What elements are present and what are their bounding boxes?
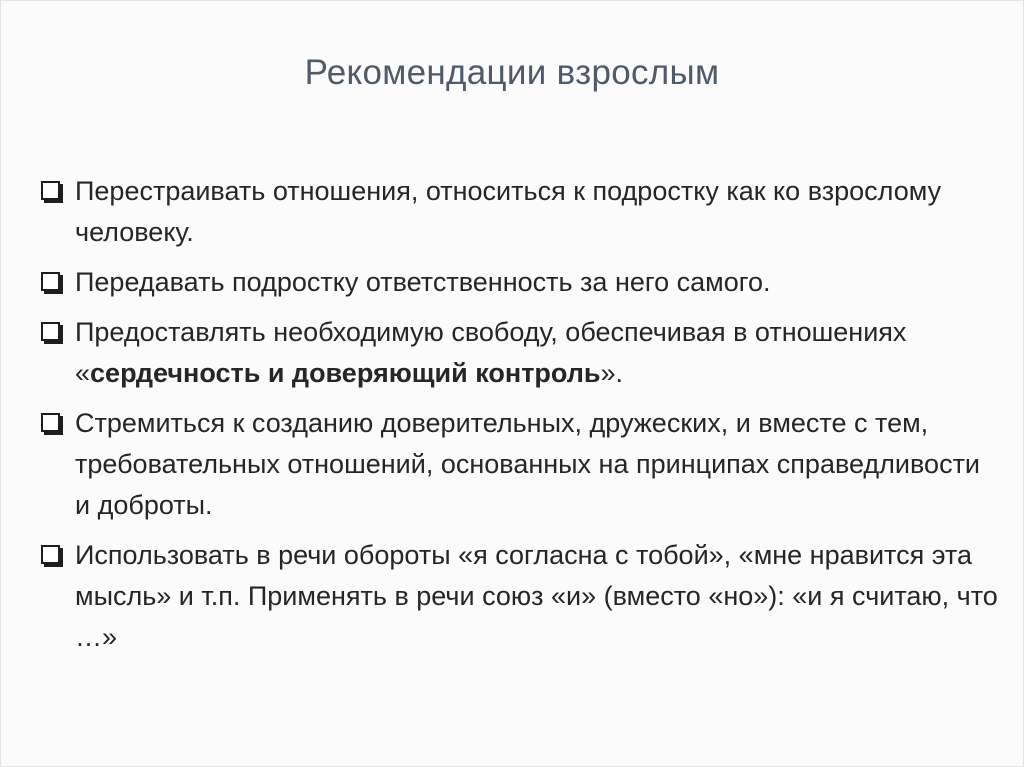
bullet-text: Стремиться к созданию доверительных, дружеских, и вместе с тем, требовательных отношений, основанных на принципах справедливости и доброты.	[75, 408, 981, 520]
checkbox-square-icon	[41, 322, 60, 341]
slide-title: Рекомендации взрослым	[304, 53, 720, 92]
bullet-list	[39, 171, 999, 667]
bullet-text-before: Предоставлять необходимую свободу, обеспечивая в отношениях «	[75, 317, 907, 388]
bullet-text: Использовать в речи обороты «я согласна с тобой», «мне нравится эта мысль» и т.п. Применять в речи союз «и» (вместо «но»): «и я считаю, что …»	[75, 540, 998, 652]
bullet-text: Передавать подростку ответственность за него самого.	[75, 267, 771, 297]
bullet-bold-phrase: сердечность и доверяющий контроль	[90, 358, 601, 388]
list-item	[39, 535, 999, 658]
list-item	[39, 171, 999, 253]
checkbox-square-icon	[41, 413, 60, 432]
list-item	[39, 262, 999, 303]
checkbox-square-icon	[41, 272, 60, 291]
checkbox-square-icon	[41, 545, 60, 564]
checkbox-square-icon	[41, 181, 60, 200]
list-item	[39, 312, 999, 394]
bullet-text-after: ».	[600, 358, 624, 388]
bullet-text: Перестраивать отношения, относиться к подростку как ко взрослому человеку.	[75, 176, 942, 247]
list-item	[39, 403, 999, 526]
